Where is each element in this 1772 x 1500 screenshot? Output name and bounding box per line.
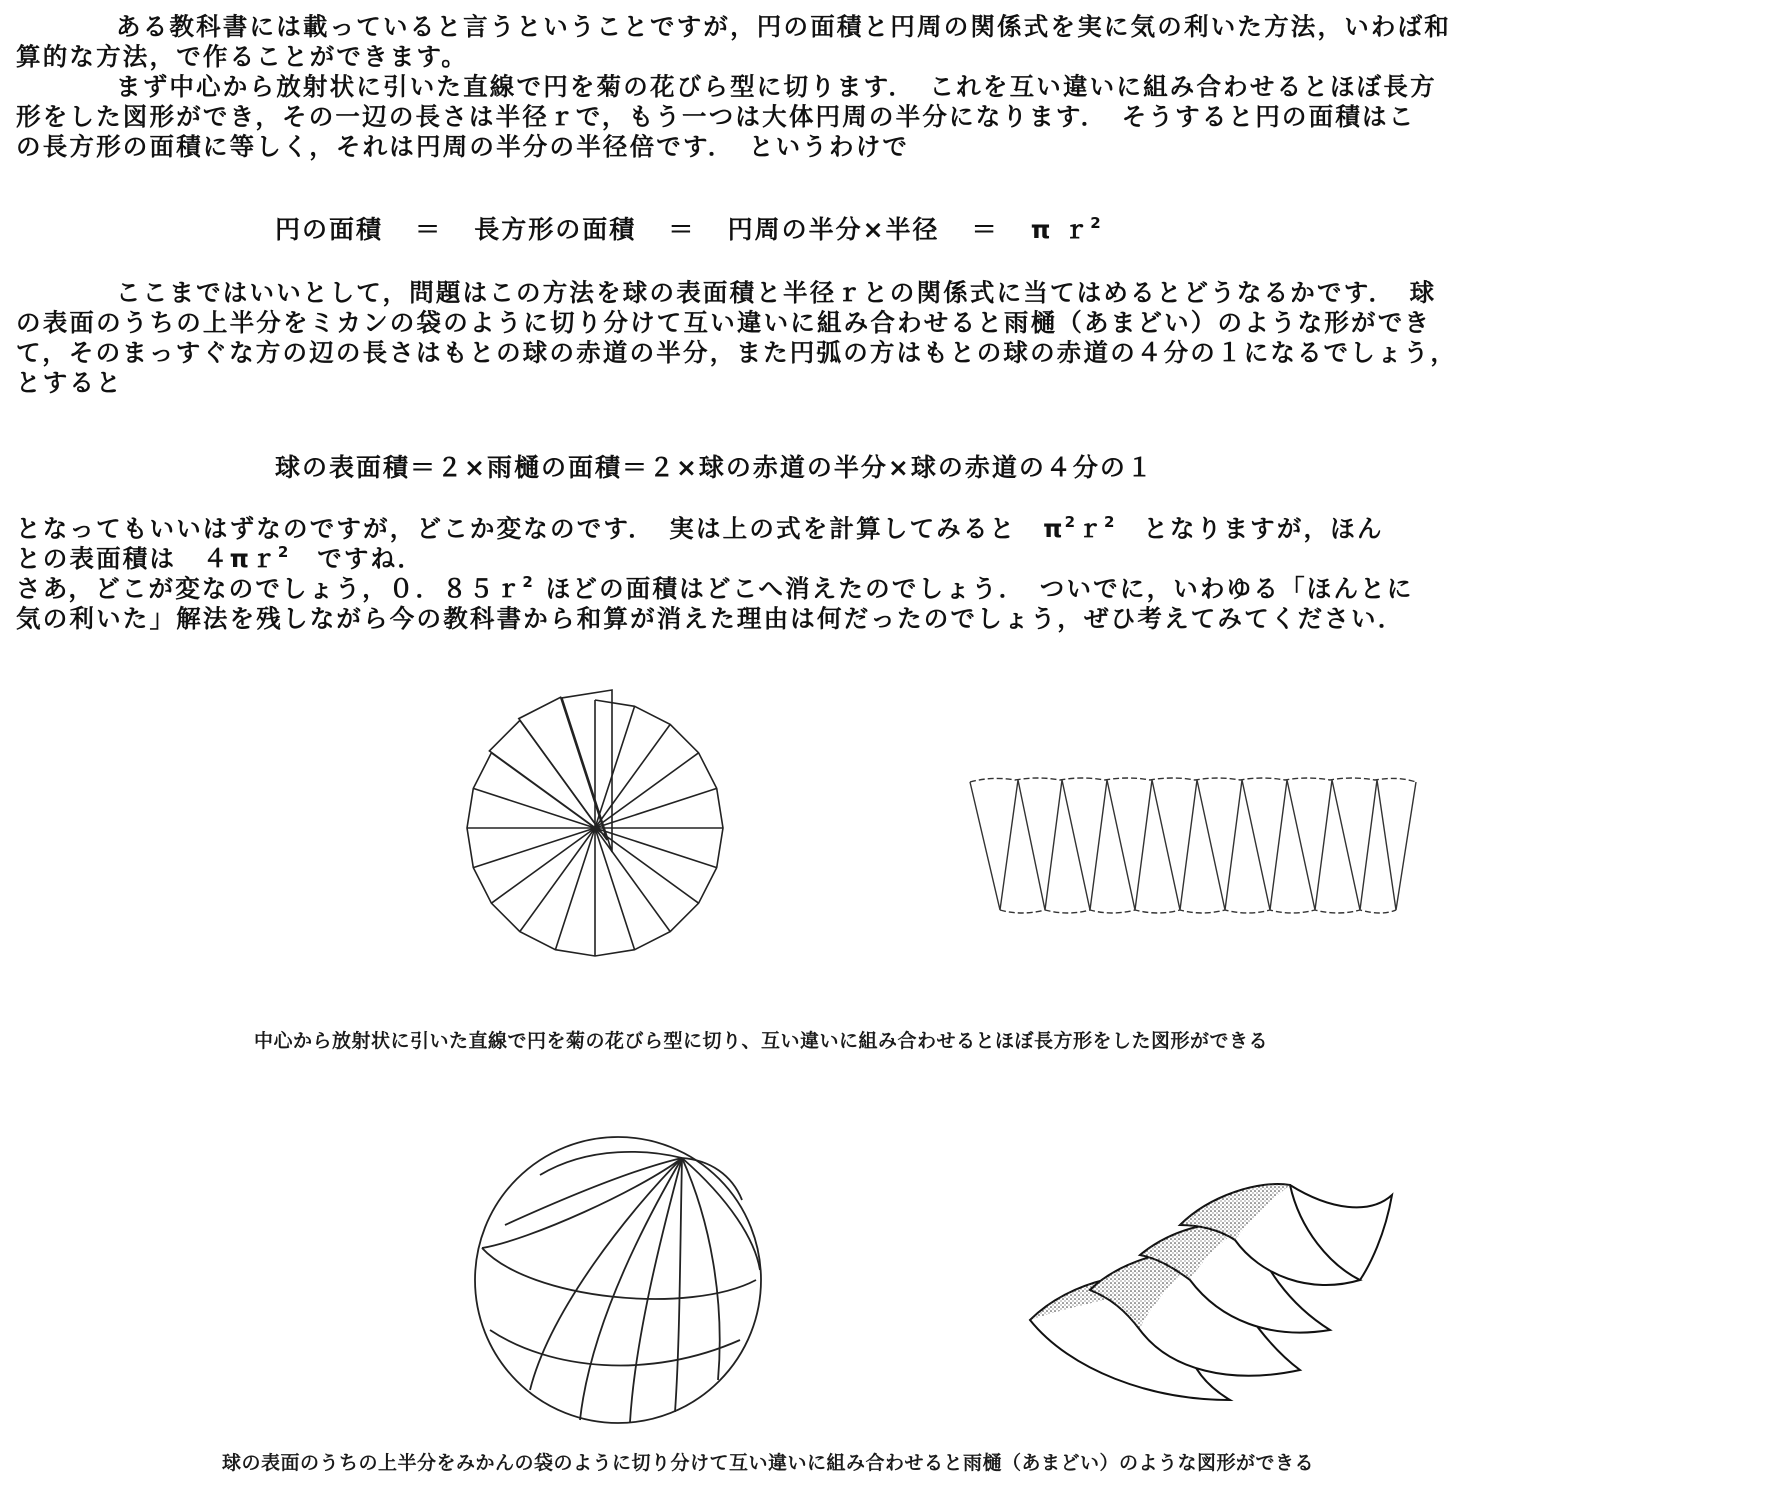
radial-cut: [595, 753, 699, 828]
meridian: [505, 1158, 682, 1225]
paragraph-question: [16, 514, 1756, 634]
text-line: 算的な方法，で作ることができます。: [16, 42, 468, 71]
text-line: 形をした図形ができ，その一辺の長さは半径ｒで，もう一つは大体円周の半分になります． そうすると円の面積はこ: [16, 102, 1416, 131]
text-line: ある教科書には載っていると言うということですが，円の面積と円周の関係式を実に気の利いた方法，いわば和: [116, 12, 1451, 41]
radial-cut: [595, 828, 670, 932]
text-line: て，そのまっすぐな方の辺の長さはもとの球の赤道の半分，また円弧の方はもとの球の赤道の４分の１になるでしょう，: [16, 338, 1458, 367]
text-span: との表面積は ４πｒ: [16, 544, 278, 573]
sphere-drawing: [475, 1137, 761, 1423]
radial-cut: [595, 724, 670, 828]
text-span: となってもいいはずなのですが，どこか変なのです． 実は上の式を計算してみると π: [16, 514, 1065, 543]
paragraph-sphere-method: [16, 278, 1756, 398]
radial-cut: [595, 828, 717, 868]
pulled-out-petal: [519, 697, 607, 840]
exponent: 2: [522, 573, 535, 591]
text-line: ここまではいいとして，問題はこの方法を球の表面積と半径ｒとの関係式に当てはめるとどうなるかです． 球: [116, 278, 1437, 307]
text-line: の長方形の面積に等しく，それは円周の半分の半径倍です． というわけで: [16, 132, 910, 161]
meridian: [630, 1158, 682, 1422]
bottom-edge-arcs: [1000, 910, 1396, 913]
text-line: とすると: [16, 368, 123, 397]
eq-sign: ＝: [668, 215, 696, 244]
meridian: [530, 1158, 682, 1390]
petal-circle-drawing: [467, 690, 723, 956]
zigzag-cuts: [970, 780, 1416, 910]
sphere-figure: [470, 1130, 770, 1430]
radial-cut: [520, 828, 595, 932]
zigzag-rectangle-figure: [970, 770, 1430, 930]
zigzag-rectangle-drawing: [970, 778, 1416, 913]
sphere-outline: [475, 1137, 761, 1423]
exponent: 2: [1104, 513, 1117, 531]
eq-term: 円の面積: [275, 215, 384, 244]
radial-cut: [595, 828, 635, 950]
eq-term: 長方形の面積: [474, 215, 637, 244]
exponent: 2: [1064, 513, 1078, 531]
text-line: 気の利いた」解法を残しながら今の教科書から和算が消えた理由は何だったのでしょう，ぜひ考えてみてください．: [16, 604, 1405, 633]
radial-cut: [595, 828, 699, 903]
text-span: となりますが，ほん: [1116, 514, 1384, 543]
text-span: ｒ: [1077, 514, 1105, 543]
meridian: [682, 1158, 720, 1380]
paragraph-circle-method: [16, 72, 1756, 162]
text-span: ほどの面積はどこへ消えたのでしょう． ついでに，いわゆる「ほんとに: [545, 574, 1414, 603]
gutter-figure: [1030, 1170, 1400, 1410]
radial-cut: [555, 828, 595, 950]
meridian: [682, 1158, 760, 1270]
petal-circle-figure: [440, 690, 770, 1020]
equation-sphere-area: 球の表面積＝２×雨樋の面積＝２×球の赤道の半分×球の赤道の４分の１: [275, 453, 1154, 482]
radial-cut: [473, 788, 595, 828]
text-span: ですね．: [290, 544, 425, 573]
equation-circle-area: [275, 210, 1103, 246]
paragraph-intro: [16, 12, 1756, 72]
caption-circle-figure: 中心から放射状に引いた直線で円を菊の花びら型に切り、互い違いに組み合わせるとほぼ長方形をした図形ができる: [254, 1030, 1269, 1052]
meridian: [482, 1158, 682, 1248]
exponent: 2: [277, 543, 291, 561]
meridian: [580, 1158, 682, 1420]
text-line: [16, 544, 1756, 574]
text-span: さあ，どこが変なのでしょう，０．８５ｒ: [16, 574, 523, 603]
pulled-out-petal: [489, 720, 601, 832]
text-line: の表面のうちの上半分をミカンの袋のように切り分けて互い違いに組み合わせると雨樋（あまどい）のような形ができ: [16, 308, 1432, 337]
text-line: [16, 514, 1756, 544]
radial-cut: [491, 828, 595, 903]
radial-cut: [473, 828, 595, 868]
gutter-drawing: [1030, 1184, 1392, 1400]
exponent: 2: [1090, 214, 1103, 232]
eq-term: π ｒ: [1030, 215, 1091, 244]
caption-sphere-figure: 球の表面のうちの上半分をみかんの袋のように切り分けて互い違いに組み合わせると雨樋（あまどい）のような図形ができる: [222, 1452, 1315, 1474]
text-line: まず中心から放射状に引いた直線で円を菊の花びら型に切ります． これを互い違いに組み合わせるとほぼ長方: [116, 72, 1437, 101]
text-line: [16, 574, 1756, 604]
radial-cut: [595, 706, 635, 828]
latitude: [490, 1330, 740, 1365]
top-edge-arcs: [970, 778, 1416, 782]
eq-sign: ＝: [415, 215, 443, 244]
meridian: [675, 1158, 682, 1412]
eq-sign: ＝: [971, 215, 999, 244]
eq-term: 円周の半分×半径: [727, 215, 940, 244]
radial-cut: [595, 788, 717, 828]
